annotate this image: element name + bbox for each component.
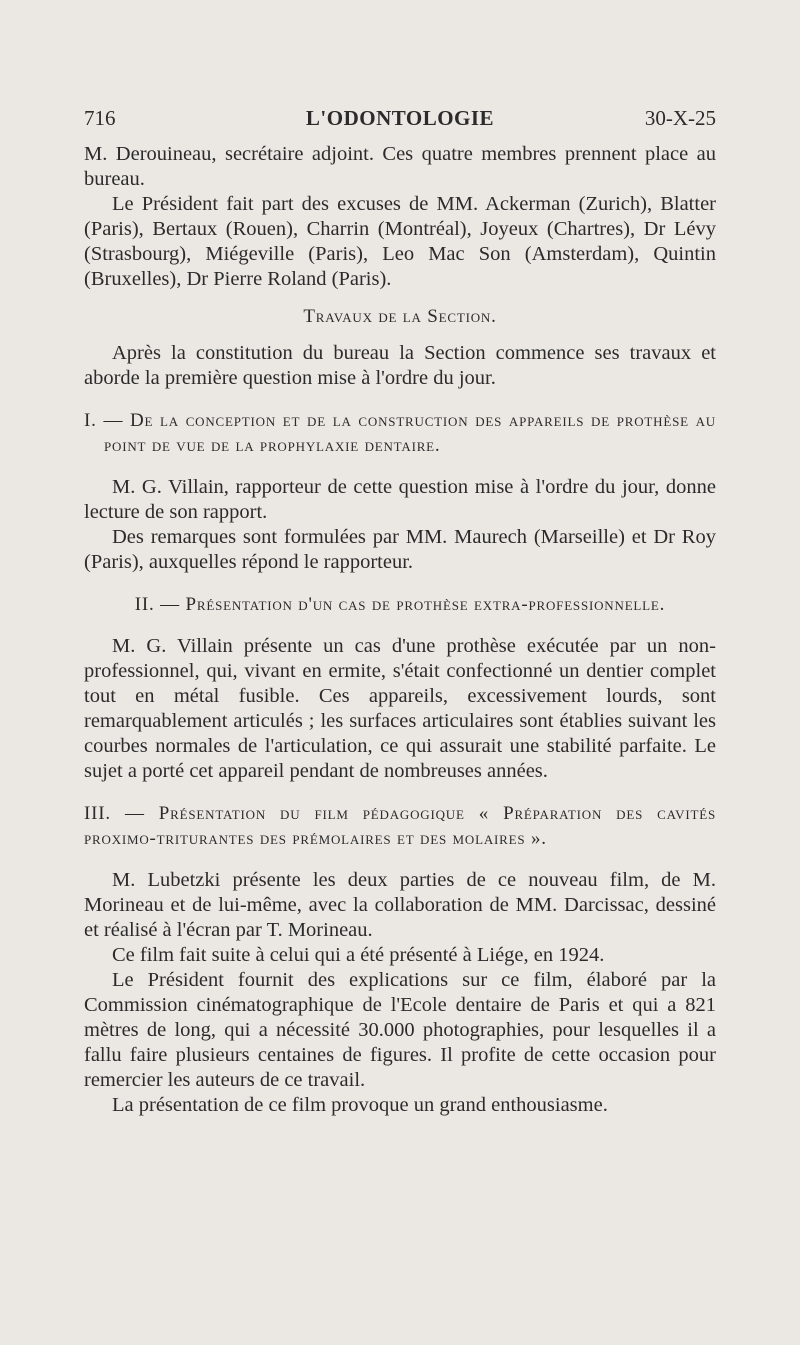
paragraph: Le Président fait part des excuses de MM. Ackerman (Zurich), Blatter (Paris), Bertaux (Rouen), Charrin (Montréal), Joyeux (Chartres), Dr Lévy (Strasbourg), Miégeville (Paris), Leo Mac Son (Amsterdam), Quintin (Bruxelles), Dr Pierre Roland (Paris).: [84, 193, 716, 290]
subsection-heading-3: III. — Présentation du film pédagogique « Préparation des cavités proximo-triturantes des prémolaires et des molaires ».: [84, 803, 716, 849]
paragraph: M. G. Villain présente un cas d'une prothèse exécutée par un non-professionnel, qui, vivant en ermite, s'était confectionné un dentier complet tout en métal fusible. Ces appareils, excessivement lourds, sont remarquablement articulés ; les surfaces articulaires sont établies suivant les courbes normales de l'articulation, ce qui assurait une stabilité parfaite. Le sujet a porté cet appareil pendant de nombreuses années.: [84, 635, 716, 782]
paragraph: M. Derouineau, secrétaire adjoint. Ces quatre membres prennent place au bureau.: [84, 143, 716, 190]
paragraph: Des remarques sont formulées par MM. Maurech (Marseille) et Dr Roy (Paris), auxquelles répond le rapporteur.: [84, 526, 716, 573]
subsection-heading-2: II. — Présentation d'un cas de prothèse extra-professionnelle.: [134, 594, 666, 615]
paragraph: Après la constitution du bureau la Section commence ses travaux et aborde la première question mise à l'ordre du jour.: [84, 342, 716, 389]
paragraph: Le Président fournit des explications sur ce film, élaboré par la Commission cinématographique de l'Ecole dentaire de Paris et qui a 821 mètres de long, qui a nécessité 30.000 photographies, pour lesquelles il a fallu faire plusieurs centaines de figures. Il profite de cette occasion pour remercier les auteurs de ce travail.: [84, 969, 716, 1091]
page-body: [84, 142, 716, 1118]
paragraph: La présentation de ce film provoque un grand enthousiasme.: [112, 1094, 608, 1116]
section-heading: Travaux de la Section.: [303, 306, 497, 327]
page-header: [84, 106, 716, 136]
page-number: 716: [84, 106, 116, 130]
subsection-heading-1: I. — De la conception et de la construction des appareils de prothèse au point de vue de la prophylaxie dentaire.: [84, 410, 716, 456]
issue-date: 30-X-25: [644, 106, 716, 130]
running-title: L'ODONTOLOGIE: [305, 106, 495, 130]
paragraph: M. G. Villain, rapporteur de cette question mise à l'ordre du jour, donne lecture de son rapport.: [84, 476, 716, 523]
paragraph: Ce film fait suite à celui qui a été présenté à Liége, en 1924.: [112, 944, 605, 966]
paragraph: M. Lubetzki présente les deux parties de ce nouveau film, de M. Morineau et de lui-même, avec la collaboration de MM. Darcissac, dessiné et réalisé à l'écran par T. Morineau.: [84, 869, 716, 941]
